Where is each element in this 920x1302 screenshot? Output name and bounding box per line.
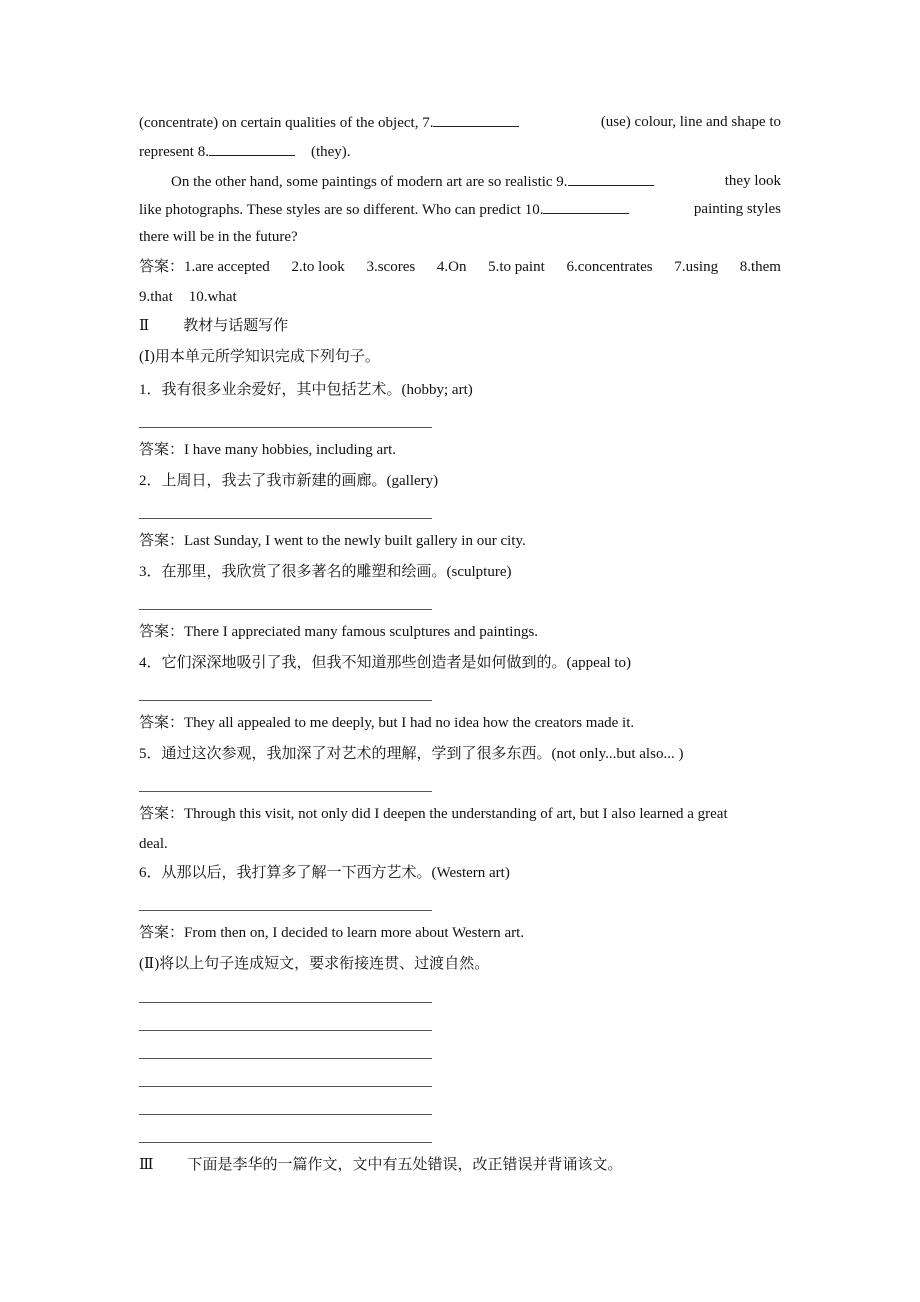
blank-9[interactable] [568, 171, 654, 186]
passage-text: they look [724, 173, 781, 189]
essay-line-4[interactable] [139, 1086, 432, 1087]
section-numeral: Ⅱ [139, 318, 150, 334]
question-1-prompt: 1．我有很多业余爱好，其中包括艺术。(hobby; art) [139, 382, 473, 398]
part-2-instruction: (Ⅱ)将以上句子连成短文，要求衔接连贯、过渡自然。 [139, 956, 490, 972]
answer-key-line-2 [139, 287, 237, 307]
passage-line-1 [139, 112, 781, 132]
answer-line-3[interactable] [139, 609, 432, 610]
section-title: 下面是李华的一篇作文，文中有五处错误，改正错误并背诵该文。 [187, 1157, 623, 1173]
passage-text: painting styles [693, 201, 781, 217]
question-3-answer: 答案：There I appreciated many famous sculptures and paintings. [139, 624, 539, 640]
question-5-answer: 答案：Through this visit, not only did I deepen the understanding of art, but I also learned a great [139, 806, 728, 822]
answer-item: 3.scores [366, 259, 416, 275]
question-6-prompt: 6．从那以后，我打算多了解一下西方艺术。(Western art) [139, 865, 510, 881]
answer-item: 6.concentrates [566, 259, 653, 275]
section-title: 教材与话题写作 [183, 318, 289, 334]
essay-line-5[interactable] [139, 1114, 432, 1115]
answer-line-6[interactable] [139, 910, 432, 911]
answer-item: 5.to paint [488, 259, 545, 275]
question-2-answer: 答案：Last Sunday, I went to the newly built gallery in our city. [139, 533, 526, 549]
section-numeral: Ⅲ [139, 1157, 154, 1173]
answer-item: 9.that [139, 289, 173, 305]
essay-line-1[interactable] [139, 1002, 432, 1003]
passage-text: (concentrate) on certain qualities of the object, 7. [139, 115, 434, 131]
answer-item: 4.On [436, 259, 467, 275]
passage-text: represent 8. [139, 144, 209, 160]
question-1-answer: 答案：I have many hobbies, including art. [139, 442, 397, 458]
question-3-prompt: 3．在那里，我欣赏了很多著名的雕塑和绘画。(sculpture) [139, 564, 512, 580]
section-2-heading [139, 316, 288, 336]
passage-text: (they). [310, 144, 351, 160]
question-6-answer: 答案：From then on, I decided to learn more about Western art. [139, 925, 525, 941]
passage-text: On the other hand, some paintings of modern art are so realistic 9. [171, 174, 568, 190]
question-4-answer: 答案：They all appealed to me deeply, but I had no idea how the creators made it. [139, 715, 635, 731]
answer-item: 7.using [674, 259, 719, 275]
answer-item: 8.them [739, 259, 781, 275]
question-4-prompt: 4．它们深深地吸引了我，但我不知道那些创造者是如何做到的。(appeal to) [139, 655, 632, 671]
essay-line-2[interactable] [139, 1030, 432, 1031]
answer-line-4[interactable] [139, 700, 432, 701]
section-3-heading [139, 1155, 622, 1175]
answer-item: 1.are accepted [184, 259, 270, 275]
answer-line-2[interactable] [139, 518, 432, 519]
passage-line-3 [171, 171, 781, 191]
passage-text: like photographs. These styles are so different. Who can predict 10. [139, 202, 544, 218]
blank-10[interactable] [543, 199, 629, 214]
answer-line-1[interactable] [139, 427, 432, 428]
essay-line-6[interactable] [139, 1142, 432, 1143]
blank-7[interactable] [433, 112, 519, 127]
blank-8[interactable] [209, 141, 295, 156]
part-1-instruction: (Ⅰ)用本单元所学知识完成下列句子。 [139, 349, 380, 365]
passage-line-4 [139, 199, 781, 219]
question-5-prompt: 5．通过这次参观，我加深了对艺术的理解，学到了很多东西。(not only...but also... ) [139, 746, 684, 762]
passage-line-2 [139, 141, 351, 161]
answer-key-line-1 [139, 257, 781, 277]
answer-item: 10.what [188, 289, 237, 305]
essay-line-3[interactable] [139, 1058, 432, 1059]
answer-item: 2.to look [291, 259, 345, 275]
answer-label: 答案： [139, 259, 185, 275]
answer-line-5[interactable] [139, 791, 432, 792]
passage-line-5: there will be in the future? [139, 229, 298, 245]
question-2-prompt: 2．上周日，我去了我市新建的画廊。(gallery) [139, 473, 439, 489]
question-5-answer-cont: deal. [139, 836, 168, 852]
passage-text: (use) colour, line and shape to [600, 114, 781, 130]
